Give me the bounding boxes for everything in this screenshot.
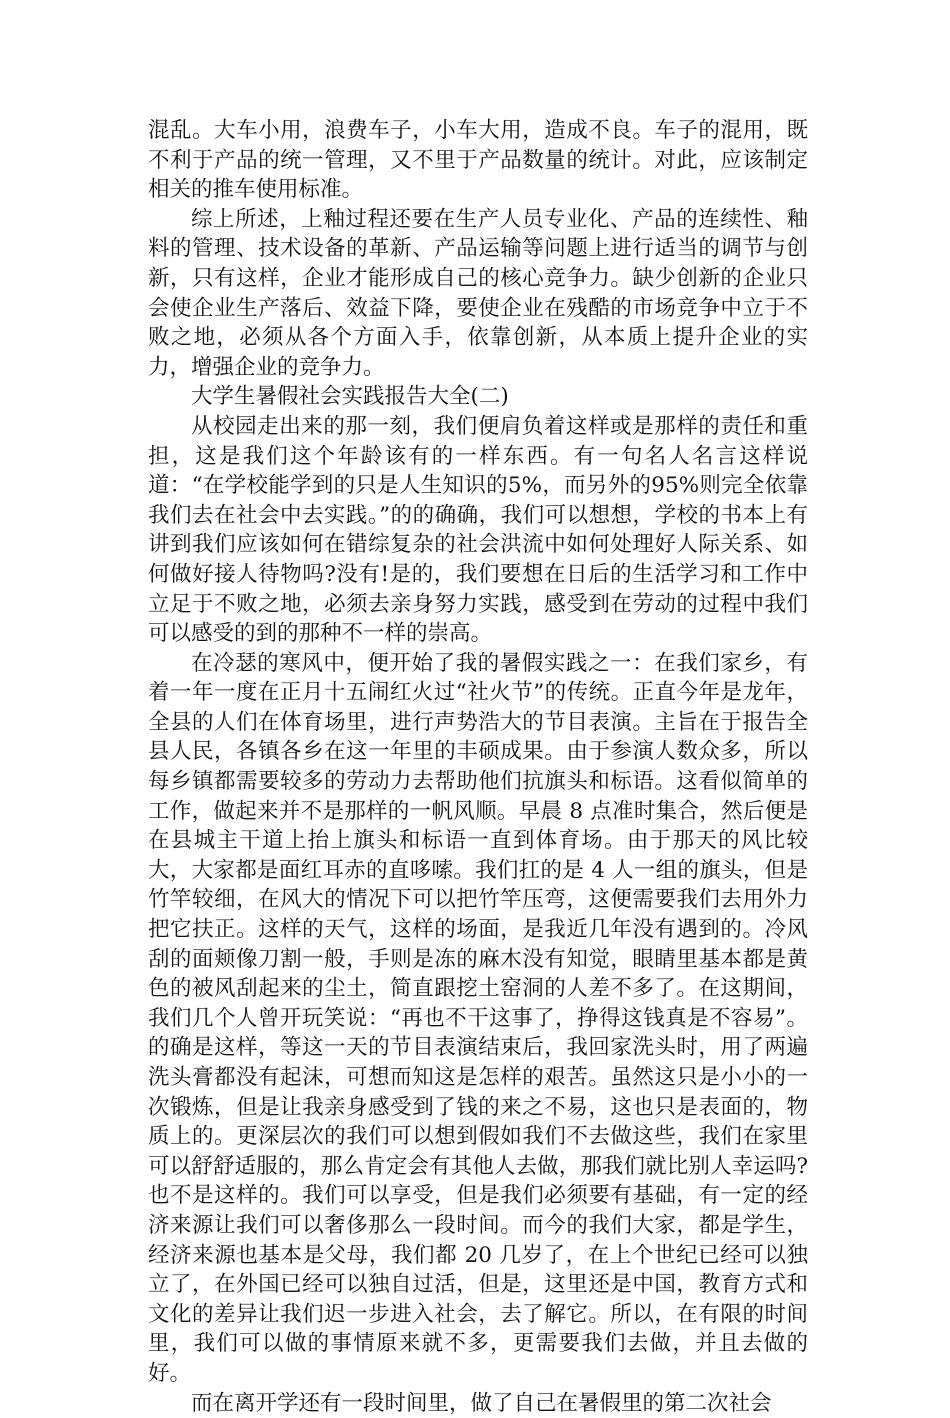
paragraph-intro: 从校园走出来的那一刻，我们便肩负着这样或是那样的责任和重担，这是我们这个年龄该有的一样东西。有一句名人名言这样说道：“在学校能学到的只是人生知识的5%，而另外的95%则完全依靠我们去在社会中去实践。”的的确确，我们可以想想，学校的书本上有讲到我们应该如何在错综复杂的社会洪流中如何处理好人际关系、如何做好接人待物吗?没有!是的，我们要想在日后的生活学习和工作中立足于不败之地，必须去亲身努力实践，感受到在劳动的过程中我们可以感受的到的那种不一样的崇高。 xyxy=(148,413,808,647)
paragraph-cart-standards: 混乱。大车小用，浪费车子，小车大用，造成不良。车子的混用，既不利于产品的统一管理，又不里于产品数量的统计。对此，应该制定相关的推车使用标准。 xyxy=(148,118,808,203)
paragraph-summary: 综上所述，上釉过程还要在生产人员专业化、产品的连续性、釉料的管理、技术设备的革新、产品运输等问题上进行适当的调节与创新，只有这样，企业才能形成自己的核心竞争力。缺少创新的企业只会使企业生产落后、效益下降，要使企业在残酷的市场竞争中立于不败之地，必须从各个方面入手，依靠创新，从本质上提升企业的实力，增强企业的竞争力。 xyxy=(148,206,808,380)
paragraph-second-practice: 而在离开学还有一段时间里，做了自己在暑假里的第二次社会 xyxy=(191,1390,772,1416)
section-heading: 大学生暑假社会实践报告大全(二) xyxy=(191,384,509,410)
document-page xyxy=(148,116,808,1418)
paragraph-festival: 在冷瑟的寒风中，便开始了我的暑假实践之一：在我们家乡，有着一年一度在正月十五闹红火过“社火节”的传统。正直今年是龙年，全县的人们在体育场里，进行声势浩大的节目表演。主旨在于报告全县人民，各镇各乡在这一年里的丰硕成果。由于参演人数众多，所以每乡镇都需要较多的劳动力去帮助他们抗旗头和标语。这看似简单的工作，做起来并不是那样的一帆风顺。早晨 8 点准时集合，然后便是在县城主干道上抬上旗头和标语一直到体育场。由于那天的风比较大，大家都是面红耳赤的直哆嗦。我们扛的是 4 人一组的旗头，但是竹竿较细，在风大的情况下可以把竹竿压弯，这便需要我们去用外力把它扶正。这样的天气，这样的场面，是我近几年没有遇到的。冷风刮的面颊像刀割一般，手则是冻的麻木没有知觉，眼睛里基本都是黄色的被风刮起来的尘土，简直跟挖土窑洞的人差不多了。在这期间，我们几个人曾开玩笑说：“再也不干这事了，挣得这钱真是不容易”。的确是这样，等这一天的节目表演结束后，我回家洗头时，用了两遍洗头膏都没有起沫，可想而知这是怎样的艰苦。虽然这只是小小的一次锻炼，但是让我亲身感受到了钱的来之不易，这也只是表面的，物质上的。更深层次的我们可以想到假如我们不去做这些，我们在家里可以舒舒适服的，那么肯定会有其他人去做，那我们就比别人幸运吗?也不是这样的。我们可以享受，但是我们必须要有基础，有一定的经济来源让我们可以奢侈那么一段时间。而今的我们大家，都是学生，经济来源也基本是父母，我们都 20 几岁了，在上个世纪已经可以独立了，在外国已经可以独自过活，但是，这里还是中国，教育方式和文化的差异让我们迟一步进入社会，去了解它。所以，在有限的时间里，我们可以做的事情原来就不多，更需要我们去做，并且去做的好。 xyxy=(148,650,808,1386)
